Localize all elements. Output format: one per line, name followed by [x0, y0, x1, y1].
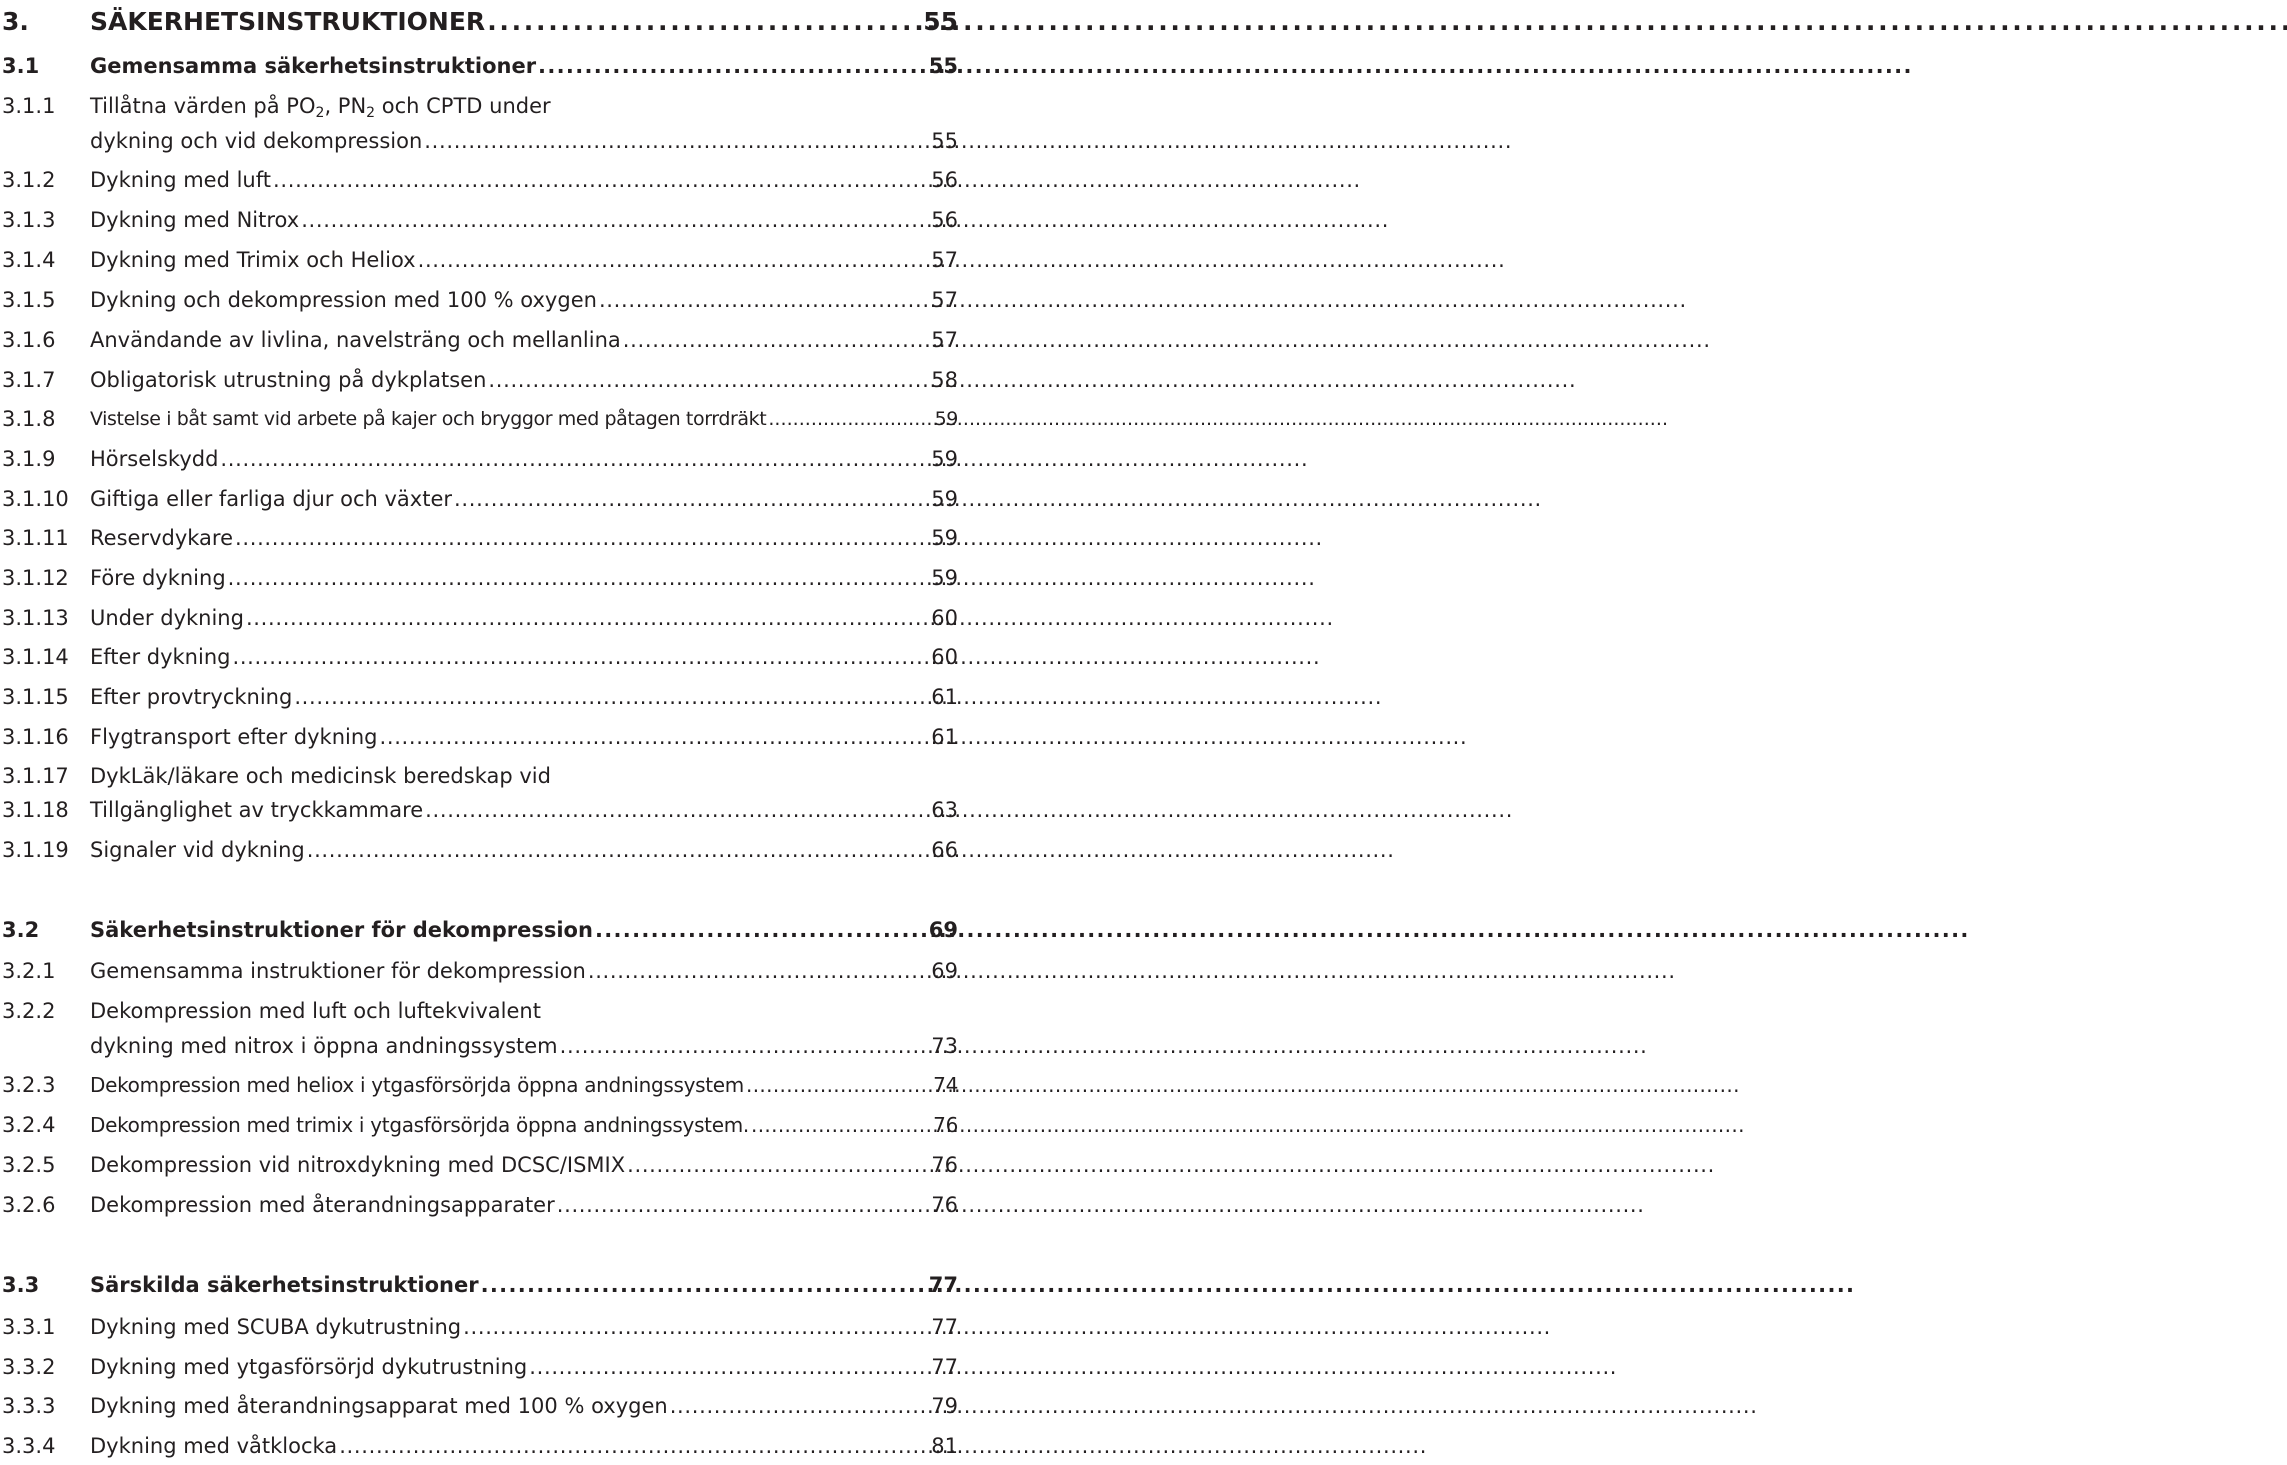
toc-number: 3.1.4 — [2, 248, 56, 272]
toc-title-part: Tillåtna värden på PO — [90, 94, 316, 118]
toc-title-part: , PN — [324, 94, 367, 118]
toc-page-number: 69 — [928, 918, 958, 942]
toc-entry[interactable] — [0, 1107, 960, 1143]
toc-entry[interactable] — [0, 1067, 960, 1103]
toc-leader-dots — [339, 1428, 929, 1464]
toc-entry[interactable] — [0, 560, 960, 596]
toc-number: 3.1.13 — [2, 606, 69, 630]
toc-leader-dots — [768, 401, 932, 437]
toc-title: Dykning med SCUBA dykutrustning — [90, 1315, 462, 1339]
toc-title: Gemensamma instruktioner för dekompression — [90, 959, 586, 983]
toc-page-number: 60 — [931, 606, 958, 630]
toc-number: 3.1.15 — [2, 685, 69, 709]
toc-leader-dots — [418, 242, 930, 278]
toc-leader-dots — [487, 4, 921, 40]
toc-number: 3.1.12 — [2, 566, 69, 590]
toc-entry[interactable] — [0, 639, 960, 675]
toc-page-number: 81 — [931, 1434, 958, 1458]
subscript: 2 — [315, 105, 325, 121]
toc-number: 3.3.1 — [2, 1315, 56, 1339]
toc-page-number: 58 — [931, 368, 958, 392]
toc-page-number: 63 — [931, 798, 958, 822]
toc-number: 3.1.8 — [2, 407, 56, 431]
toc-title: Gemensamma säkerhetsinstruktioner — [90, 54, 537, 78]
toc-page-number: 56 — [931, 168, 958, 192]
toc-page-number: 59 — [931, 566, 958, 590]
toc-page-number: 76 — [933, 1113, 958, 1137]
toc-title-line2: dykning och vid dekompression — [90, 129, 423, 153]
toc-leader-dots — [454, 481, 929, 517]
toc-number: 3.1.5 — [2, 288, 56, 312]
toc-title-line2: dykning med nitrox i öppna andningssystem — [90, 1034, 558, 1058]
toc-entry[interactable] — [0, 719, 960, 755]
toc-number: 3.1.2 — [2, 168, 56, 192]
toc-number: 3.1.16 — [2, 725, 69, 749]
toc-leader-dots — [488, 362, 929, 398]
toc-page-number: 55 — [928, 54, 958, 78]
toc-page-number: 66 — [931, 838, 958, 862]
toc-number: 3.1.18 — [2, 798, 69, 822]
toc-title: Under dykning — [90, 606, 244, 630]
toc-number: 3.1.6 — [2, 328, 56, 352]
toc-page-number: 56 — [931, 208, 958, 232]
toc-leader-dots — [595, 912, 927, 948]
toc-number: 3.1.3 — [2, 208, 56, 232]
toc-entry-3-1-1[interactable] — [0, 88, 960, 160]
toc-entry[interactable] — [0, 401, 960, 437]
toc-heading-3[interactable] — [0, 4, 960, 40]
toc-number: 3.2.3 — [2, 1073, 56, 1097]
toc-number: 3.3.2 — [2, 1355, 56, 1379]
toc-page-number: 77 — [928, 1273, 958, 1297]
toc-number: 3.3 — [2, 1273, 40, 1297]
toc-number: 3.2.4 — [2, 1113, 56, 1137]
toc-leader-dots — [627, 1147, 929, 1183]
toc-title: Säkerhetsinstruktioner för dekompression — [90, 918, 593, 942]
toc-number: 3.1.14 — [2, 645, 69, 669]
toc-title: Före dykning — [90, 566, 226, 590]
toc-leader-dots — [232, 639, 929, 675]
toc-entry-3-2-2[interactable] — [0, 993, 960, 1065]
toc-heading-3-2[interactable] — [0, 912, 960, 948]
toc-entry[interactable] — [0, 1309, 960, 1345]
toc-title-part: och CPTD under — [375, 94, 551, 118]
toc-page-number: 73 — [931, 1034, 958, 1058]
toc-leader-dots — [425, 792, 929, 828]
toc-leader-dots — [599, 282, 929, 318]
toc-leader-dots — [746, 1067, 931, 1103]
toc-entry-3-2-1[interactable] — [0, 953, 960, 989]
toc-entry[interactable] — [0, 322, 960, 358]
toc-page-number: 76 — [931, 1193, 958, 1217]
toc-title: Dekompression vid nitroxdykning med DCSC/ISMIX — [90, 1153, 626, 1177]
toc-entry[interactable] — [0, 520, 960, 556]
toc-leader-dots — [380, 719, 930, 755]
toc-leader-dots — [751, 1107, 931, 1143]
toc-leader-dots — [235, 520, 929, 556]
toc-heading-3-3[interactable] — [0, 1267, 960, 1303]
toc-number: 3.2 — [2, 918, 40, 942]
subscript: 2 — [366, 105, 376, 121]
toc-entry[interactable] — [0, 202, 960, 238]
toc-title: Dekompression med trimix i ytgasförsörjda öppna andningssystem. — [90, 1113, 749, 1137]
toc-leader-dots — [557, 1187, 930, 1223]
toc-leader-dots — [481, 1267, 927, 1303]
toc-page-number: 74 — [933, 1073, 958, 1097]
toc-entry[interactable] — [0, 441, 960, 477]
toc-entry[interactable] — [0, 162, 960, 198]
toc-number: 3.1.9 — [2, 447, 56, 471]
toc-page-number: 57 — [931, 288, 958, 312]
toc-title: Efter provtryckning — [90, 685, 293, 709]
toc-entry[interactable] — [0, 282, 960, 318]
toc-title: Hörselskydd — [90, 447, 219, 471]
toc-page-number: 61 — [931, 685, 958, 709]
toc-page-number: 57 — [931, 328, 958, 352]
toc-title: Dykning med våtklocka — [90, 1434, 338, 1458]
toc-title: Reservdykare — [90, 526, 234, 550]
toc-leader-dots — [301, 202, 929, 238]
toc-page-number: 59 — [934, 408, 958, 430]
toc-entry[interactable] — [0, 1428, 960, 1464]
toc-title: Flygtransport efter dykning — [90, 725, 378, 749]
toc-leader-dots — [529, 1349, 929, 1385]
toc-leader-dots — [560, 1028, 930, 1064]
toc-entry[interactable] — [0, 832, 960, 868]
toc-number: 3.1.10 — [2, 487, 69, 511]
toc-leader-dots — [307, 832, 930, 868]
toc-entry[interactable] — [0, 1187, 960, 1223]
toc-title: Användande av livlina, navelsträng och mellanlina — [90, 328, 621, 352]
toc-number: 3.2.5 — [2, 1153, 56, 1177]
toc-leader-dots — [228, 560, 930, 596]
toc-title: Dykning med luft — [90, 168, 272, 192]
toc-entry[interactable] — [0, 1388, 960, 1424]
toc-page-number: 60 — [931, 645, 958, 669]
toc-number: 3.1.17 — [2, 764, 69, 788]
toc-number: 3.2.1 — [2, 959, 56, 983]
toc-title: Tillgänglighet av tryckkammare — [90, 798, 424, 822]
toc-leader-dots — [670, 1388, 930, 1424]
toc-entry[interactable] — [0, 1147, 960, 1183]
toc-leader-dots — [588, 953, 929, 989]
toc-page-number: 77 — [931, 1315, 958, 1339]
toc-number: 3.1.11 — [2, 526, 69, 550]
toc-number: 3.2.2 — [2, 999, 56, 1023]
toc-entry[interactable] — [0, 362, 960, 398]
toc-leader-dots — [538, 48, 927, 84]
toc-leader-dots — [623, 322, 929, 358]
toc-leader-dots — [463, 1309, 929, 1345]
toc-title: Dekompression med återandningsapparater — [90, 1193, 555, 1217]
toc-entry[interactable] — [0, 242, 960, 278]
toc-number: 3.1 — [2, 54, 40, 78]
toc-leader-dots — [220, 441, 929, 477]
toc-entry[interactable] — [0, 679, 960, 715]
toc-title: Dykning med Nitrox — [90, 208, 300, 232]
toc-page-number: 61 — [931, 725, 958, 749]
toc-title: Giftiga eller farliga djur och växter — [90, 487, 453, 511]
toc-leader-dots — [273, 162, 929, 198]
toc-title: Vistelse i båt samt vid arbete på kajer och bryggor med påtagen torrdräkt — [90, 408, 767, 430]
toc-number: 3.1.1 — [2, 94, 56, 118]
toc-title: DykLäk/läkare och medicinsk beredskap vid — [90, 764, 551, 788]
toc-title: Efter dykning — [90, 645, 231, 669]
toc-number: 3.3.3 — [2, 1394, 56, 1418]
toc-page-number: 59 — [931, 487, 958, 511]
toc-title: Dekompression med heliox i ytgasförsörjda öppna andningssystem — [90, 1073, 744, 1097]
toc-entry[interactable] — [0, 481, 960, 517]
toc-number: 3.1.7 — [2, 368, 56, 392]
toc-title: Signaler vid dykning — [90, 838, 305, 862]
toc-title: Dykning med ytgasförsörjd dykutrustning — [90, 1355, 528, 1379]
toc-page-number: 77 — [931, 1355, 958, 1379]
toc-entry-3-1-17[interactable] — [0, 758, 960, 794]
toc-title-line1: Dekompression med luft och luftekvivalent — [90, 999, 541, 1023]
toc-title: SÄKERHETSINSTRUKTIONER — [90, 7, 486, 36]
toc-heading-3-1[interactable] — [0, 48, 960, 84]
toc-page-number: 57 — [931, 248, 958, 272]
toc-title: Dykning med återandningsapparat med 100 % oxygen — [90, 1394, 668, 1418]
toc-leader-dots — [246, 600, 929, 636]
toc-number: 3.2.6 — [2, 1193, 56, 1217]
toc-leader-dots — [424, 123, 929, 159]
toc-page-number: 55 — [931, 129, 958, 153]
toc-title: Obligatorisk utrustning på dykplatsen — [90, 368, 487, 392]
toc-page-number: 59 — [931, 447, 958, 471]
toc-page-number: 76 — [931, 1153, 958, 1177]
toc-number: 3.1.19 — [2, 838, 69, 862]
toc-title: Särskilda säkerhetsinstruktioner — [90, 1273, 479, 1297]
toc-page-number: 59 — [931, 526, 958, 550]
toc-page-number: 69 — [931, 959, 958, 983]
toc-number: 3.3.4 — [2, 1434, 56, 1458]
toc-leader-dots — [294, 679, 929, 715]
toc-title: Dykning med Trimix och Heliox — [90, 248, 416, 272]
toc-page-number: 55 — [923, 7, 958, 36]
toc-page-number: 79 — [931, 1394, 958, 1418]
toc-entry[interactable] — [0, 1349, 960, 1385]
toc-entry[interactable] — [0, 600, 960, 636]
toc-title: Dykning och dekompression med 100 % oxygen — [90, 288, 597, 312]
toc-entry[interactable] — [0, 792, 960, 828]
toc-number: 3. — [2, 7, 29, 36]
